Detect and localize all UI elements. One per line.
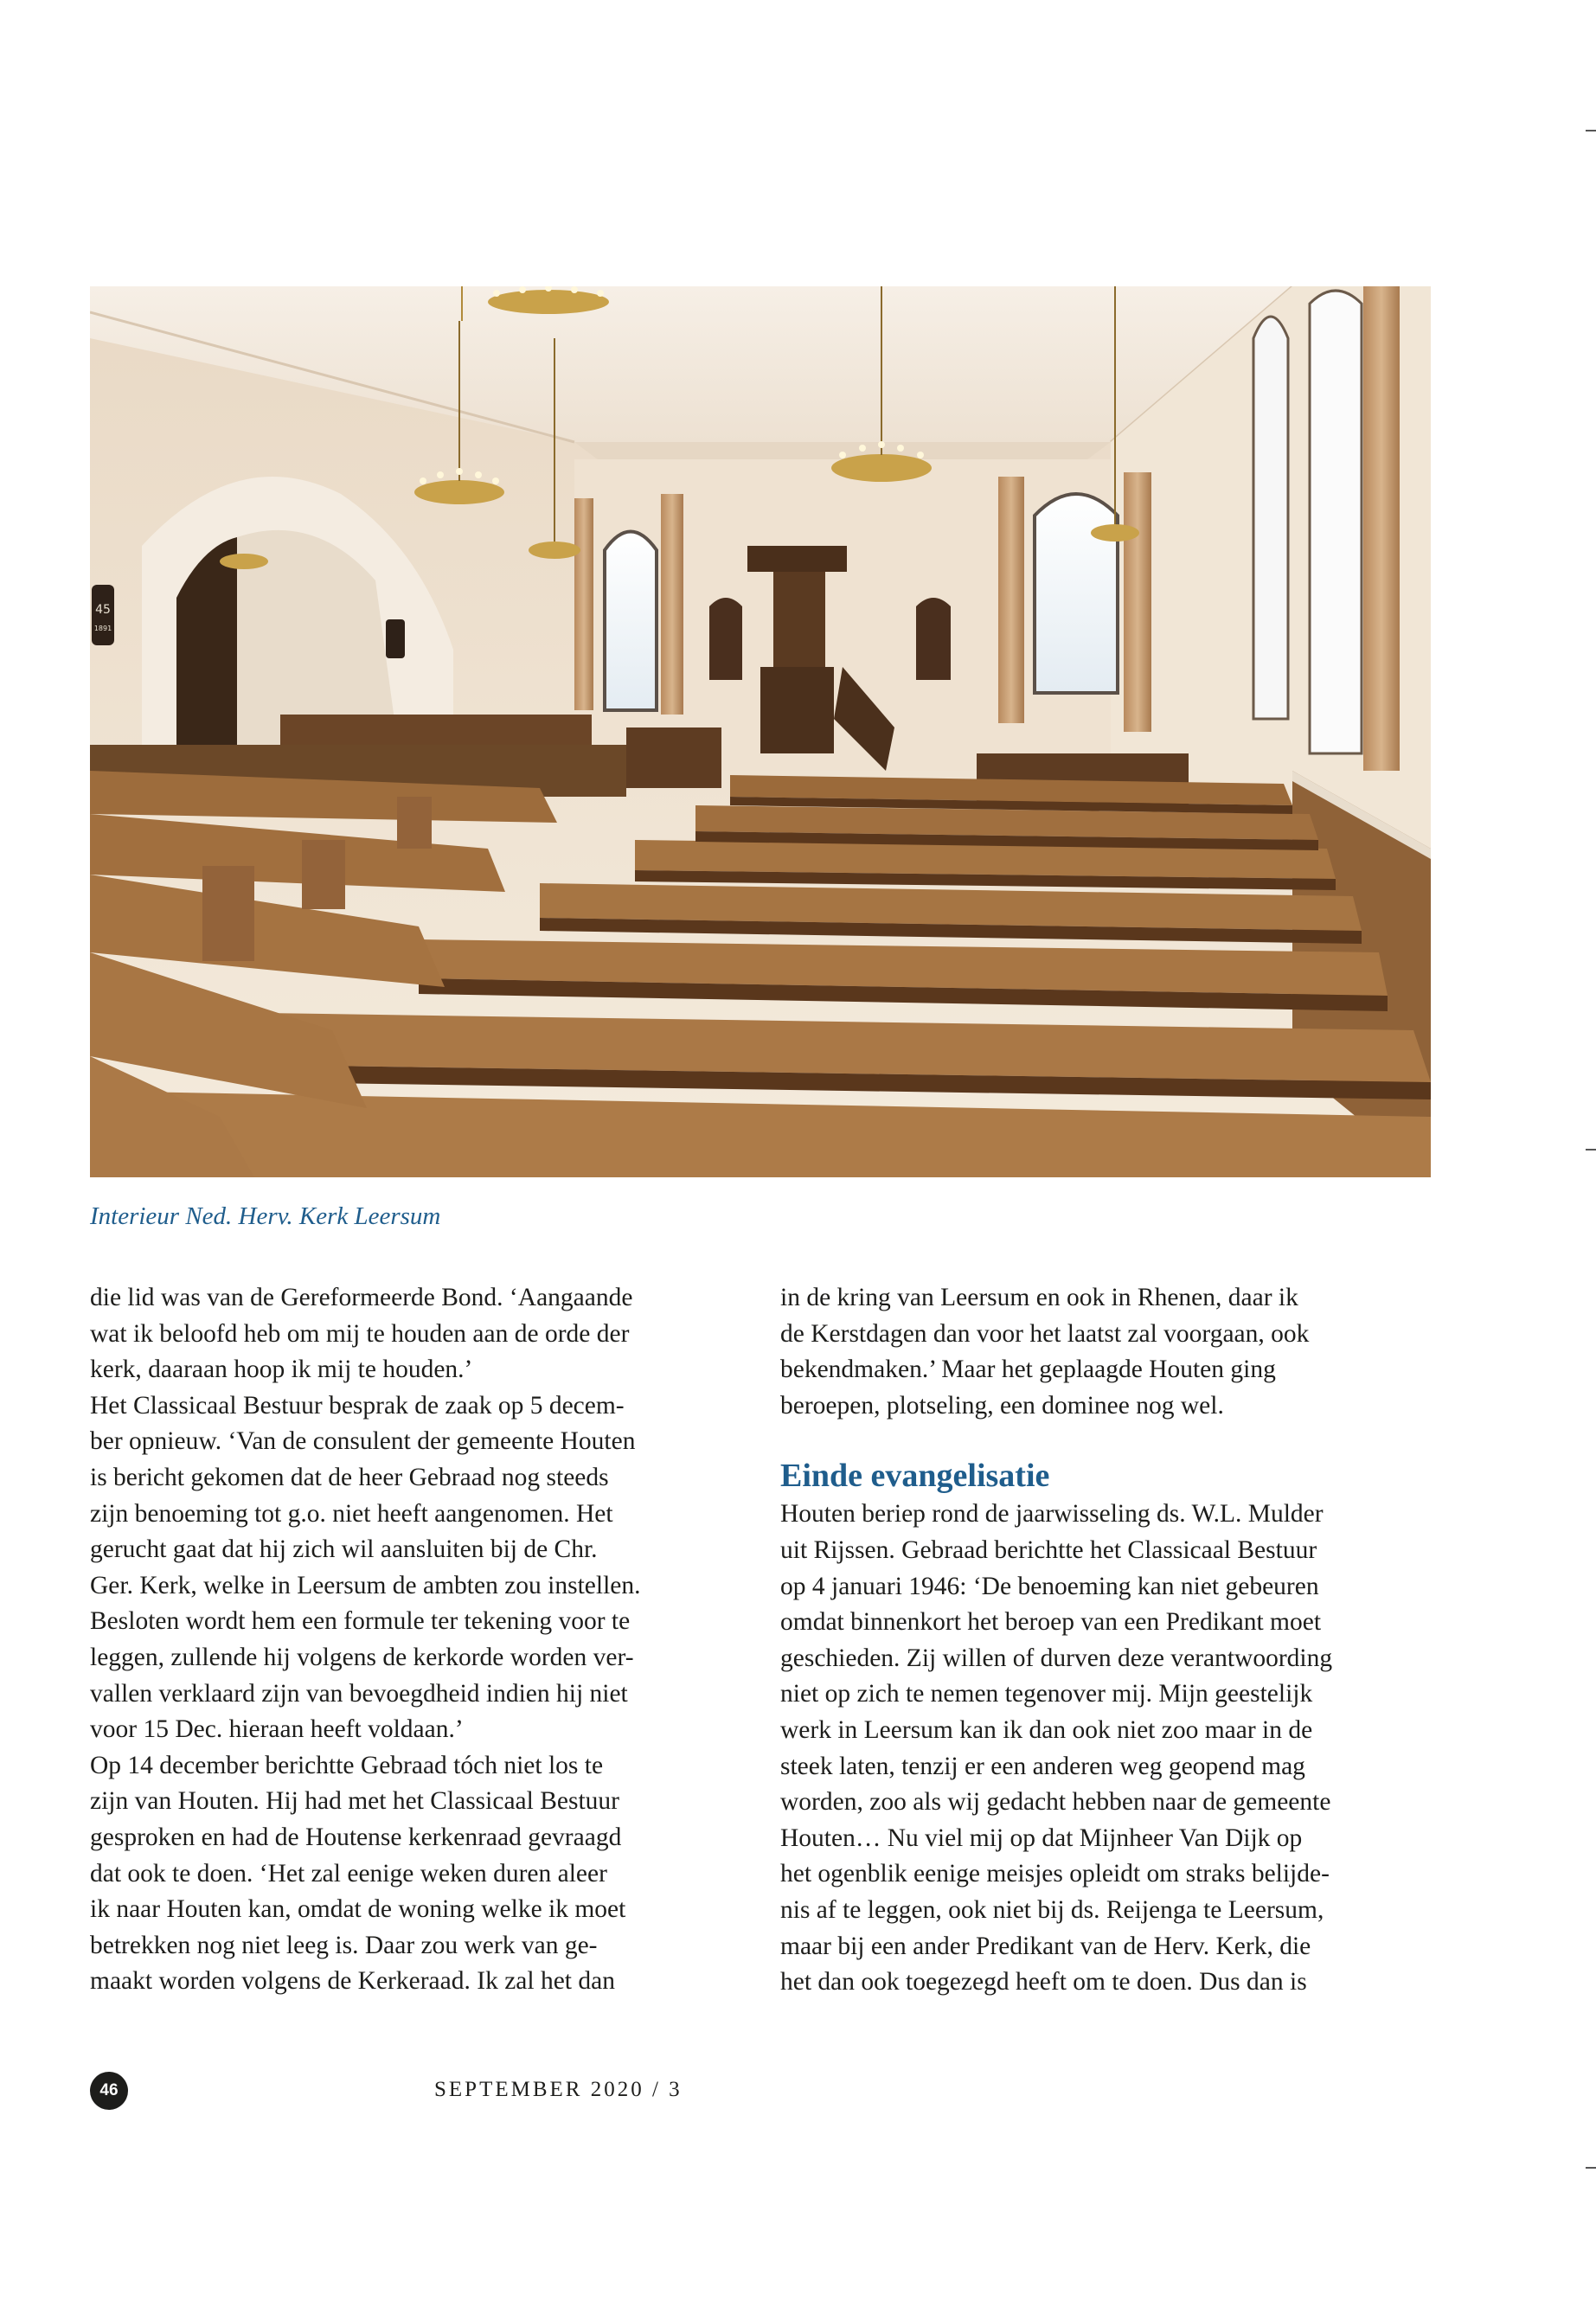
crop-mark-bottom <box>1586 2167 1596 2169</box>
body-line: maar bij een ander Predikant van de Herv. Kerk, die <box>780 1932 1311 1960</box>
body-line: vallen verklaard zijn van bevoegdheid indien hij niet <box>90 1679 628 1708</box>
body-line: gesproken en had de Houtense kerkenraad gevraagd <box>90 1823 622 1851</box>
body-line: steek laten, tenzij er een anderen weg geopend mag <box>780 1752 1305 1780</box>
body-line: niet op zich te nemen tegenover mij. Mijn geestelijk <box>780 1680 1313 1708</box>
body-line: op 4 januari 1946: ‘De benoeming kan niet gebeuren <box>780 1572 1319 1600</box>
body-line: het dan ook toegezegd heeft om te doen. Dus dan is <box>780 1968 1307 1997</box>
body-line: betrekken nog niet leeg is. Daar zou werk van ge- <box>90 1931 598 1959</box>
issue-label: SEPTEMBER 2020 / 3 <box>434 2078 683 2101</box>
hymn-board-numbers: 45 <box>95 603 111 617</box>
body-line: voor 15 Dec. hieraan heeft voldaan.’ <box>90 1715 464 1744</box>
body-line: het ogenblik eenige meisjes opleidt om straks belijde- <box>780 1860 1330 1888</box>
body-line: zijn van Houten. Hij had met het Classicaal Bestuur <box>90 1787 619 1816</box>
body-line: gerucht gaat dat hij zich wil aansluiten bij de Chr. <box>90 1535 598 1564</box>
page-number: 46 <box>90 2072 128 2110</box>
body-line: leggen, zullende hij volgens de kerkorde worden ver- <box>90 1643 634 1671</box>
body-line: beroepen, plotseling, een dominee nog wel. <box>780 1391 1224 1420</box>
section-heading: Einde evangelisatie <box>780 1458 1050 1495</box>
crop-mark-top <box>1586 130 1596 131</box>
photo-caption: Interieur Ned. Herv. Kerk Leersum <box>90 1202 441 1230</box>
body-line: nis af te leggen, ook niet bij ds. Reijenga te Leersum, <box>780 1895 1324 1924</box>
body-line: werk in Leersum kan ik dan ook niet zoo maar in de <box>780 1715 1313 1744</box>
body-line: Besloten wordt hem een formule ter tekening voor te <box>90 1607 631 1636</box>
body-line: Houten… Nu viel mij op dat Mijnheer Van Dijk op <box>780 1823 1303 1852</box>
body-line: ik naar Houten kan, omdat de woning welke ik moet <box>90 1895 626 1924</box>
body-line: wat ik beloofd heb om mij te houden aan de orde der <box>90 1319 630 1348</box>
body-line: zijn benoeming tot g.o. niet heeft aangenomen. Het <box>90 1499 613 1528</box>
paragraph-gap <box>780 1424 1431 1455</box>
body-line: ber opnieuw. ‘Van de consulent der gemeente Houten <box>90 1427 636 1456</box>
body-line: is bericht gekomen dat de heer Gebraad nog steeds <box>90 1463 609 1491</box>
article-right-column <box>780 1280 1431 2001</box>
body-line: Ger. Kerk, welke in Leersum de ambten zou instellen. <box>90 1571 641 1599</box>
body-line: Houten beriep rond de jaarwisseling ds. W.L. Mulder <box>780 1500 1324 1529</box>
body-line: geschieden. Zij willen of durven deze verantwoording <box>780 1644 1333 1672</box>
body-line: Het Classicaal Bestuur besprak de zaak op 5 decem- <box>90 1391 625 1420</box>
body-line: maakt worden volgens de Kerkeraad. Ik zal het dan <box>90 1967 615 1996</box>
body-line: Op 14 december berichtte Gebraad tóch niet los te <box>90 1751 604 1779</box>
body-line: uit Rijssen. Gebraad berichtte het Classicaal Bestuur <box>780 1535 1317 1564</box>
hymn-board-year: 1891 <box>93 625 112 632</box>
article-left-column <box>90 1280 747 2000</box>
body-line: kerk, daaraan hoop ik mij te houden.’ <box>90 1356 473 1384</box>
body-line: worden, zoo als wij gedacht hebben naar de gemeente <box>780 1788 1331 1817</box>
church-interior-photo <box>90 286 1431 1177</box>
body-line: de Kerstdagen dan voor het laatst zal voorgaan, ook <box>780 1319 1310 1348</box>
body-line: dat ook te doen. ‘Het zal eenige weken duren aleer <box>90 1859 607 1888</box>
body-line: omdat binnenkort het beroep van een Predikant moet <box>780 1608 1322 1637</box>
body-line: bekendmaken.’ Maar het geplaagde Houten ging <box>780 1356 1276 1384</box>
body-line: in de kring van Leersum en ook in Rhenen, daar ik <box>780 1284 1298 1311</box>
body-line: die lid was van de Gereformeerde Bond. ‘Aangaande <box>90 1284 633 1311</box>
crop-mark-middle <box>1586 1149 1596 1150</box>
